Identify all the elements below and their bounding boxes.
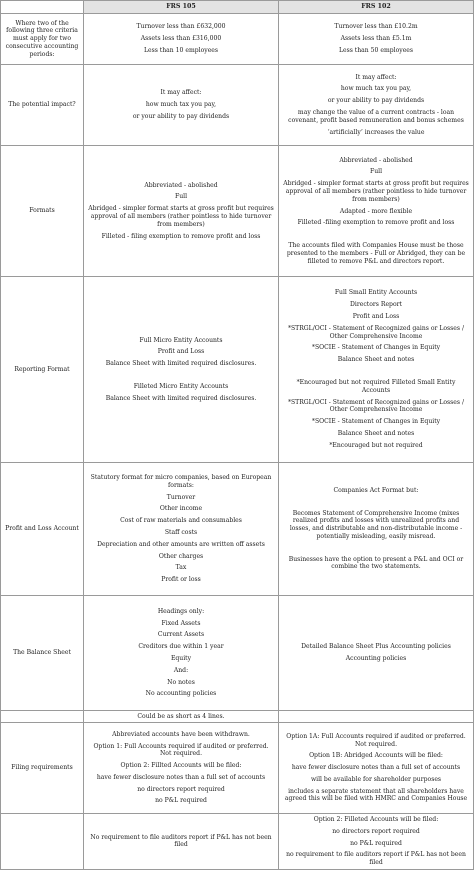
cell-line: Option 2: Filleted Accounts will be filed:	[313, 816, 439, 823]
cell-line: Headings only:	[157, 607, 205, 615]
cell-line: Staff costs	[164, 529, 198, 536]
frs105-cell	[84, 596, 279, 711]
row-label: Formats	[1, 146, 84, 277]
table-row	[1, 277, 474, 463]
cell-line: *SOCIE - Statement of Changes in Equity	[311, 418, 441, 426]
frs102-cell	[279, 146, 474, 277]
spacer	[282, 499, 470, 506]
cell-line: Current Assets	[157, 631, 205, 639]
frs102-cell	[279, 14, 474, 65]
cell-line: Companies Act Format but:	[333, 486, 419, 494]
cell-line: no directors report required	[332, 827, 420, 835]
cell-line: no P&L required	[350, 839, 402, 847]
frs102-cell	[279, 463, 474, 596]
frs102-cell	[279, 277, 474, 463]
cell-line: how much tax you pay,	[145, 101, 217, 109]
cell-line: Balance Sheet with limited required disclosures.	[105, 360, 257, 368]
cell-line: No accounting policies	[145, 690, 217, 698]
spacer	[87, 372, 275, 379]
cell-line: It may affect:	[355, 73, 397, 81]
cell-line: no P&L required	[155, 797, 207, 805]
cell-line: Turnover less than £632,000	[136, 23, 226, 31]
cell-line: or your ability to pay dividends	[132, 112, 230, 120]
cell-line: may change the value of a current contracts - loan covenant, profit based remuneration and bonus schemes	[288, 109, 464, 124]
cell-line: Businesses have the option to present a P&L and OCI or combine the two statements.	[288, 555, 464, 571]
cell-line: Abbreviated - abolished	[339, 156, 413, 164]
row-label: Reporting Format	[1, 277, 84, 463]
cell-line: Cost of raw materials and consumables	[120, 517, 242, 525]
table-row	[1, 814, 474, 870]
cell-line: have fewer disclosure notes than a full set of accounts	[96, 773, 266, 781]
cell-line: Assets less than £316,000	[140, 35, 222, 43]
cell-line: *STRGL/OCI - Statement of Recognized gains or Losses / Other Comprehensive Income	[287, 398, 465, 414]
frs102-cell-empty	[279, 711, 474, 723]
header-row	[1, 1, 474, 14]
cell-line: Statutory format for micro companies, based on European formats:	[90, 474, 272, 489]
cell-line: Detailed Balance Sheet Plus Accounting policies	[301, 643, 451, 651]
cell-line: Abridged - simpler format starts at gross profit but requires approval of all members (rather pointless to hide turnover from members)	[283, 180, 469, 203]
cell-line: *Encouraged but not required	[329, 441, 423, 449]
frs105-cell	[84, 14, 279, 65]
cell-line: No requirement to file auditors report if P&L has not been filed	[90, 833, 272, 849]
frs105-cell	[84, 65, 279, 146]
cell-line: Balance Sheet and notes	[337, 356, 415, 364]
cell-line: Abbreviated - abolished	[144, 181, 218, 189]
frs102-cell	[279, 596, 474, 711]
table-row	[1, 14, 474, 65]
cell-line: Directors Report	[350, 301, 402, 309]
cell-line: Creditors due within 1 year	[138, 643, 224, 651]
cell-line: Profit and Loss	[157, 348, 205, 356]
cell-line: Full Small Entity Accounts	[334, 289, 418, 297]
frs105-cell	[84, 723, 279, 814]
cell-line: The accounts filed with Companies House must be those presented to the members - Full or Abridged, they can be filleted to remove P&L and directors report.	[286, 242, 466, 265]
table-row	[1, 463, 474, 596]
cell-line: ‘artificially’ increases the value	[327, 128, 425, 136]
cell-line: Fixed Assets	[161, 619, 201, 627]
cell-line: Depreciation and other amounts are written off assets	[97, 540, 265, 548]
cell-line: Other income	[159, 505, 203, 513]
row-label-empty	[1, 711, 84, 723]
row-label: The Balance Sheet	[1, 596, 84, 711]
cell-line: Option 2: Fillted Accounts will be filed:	[120, 762, 242, 770]
cell-line: Filleted - filing exemption to remove profit and loss	[101, 232, 261, 240]
cell-line: Filleted -filing exemption to remove profit and loss	[297, 219, 455, 227]
cell-line: Option 1: Full Accounts required if audited or preferred. Not required.	[93, 742, 269, 758]
spacer	[282, 545, 470, 552]
cell-line: *SOCIE - Statement of Changes in Equity	[311, 344, 441, 352]
cell-line: Other charges	[158, 552, 204, 560]
cell-line: Turnover	[166, 493, 196, 501]
cell-line: Filleted Micro Entity Accounts	[133, 382, 229, 390]
cell-line: *STRGL/OCI - Statement of Recognized gains or Losses / Other Comprehensive Income	[287, 324, 465, 340]
cell-line: Profit and Loss	[352, 313, 400, 321]
table-row	[1, 146, 474, 277]
cell-line: No notes	[167, 678, 195, 686]
cell-line: Full	[174, 193, 188, 201]
cell-line: no directors report required	[137, 785, 225, 793]
cell-line: no requirement to file auditors report if P&L has not been filed	[286, 851, 466, 867]
frs105-cell	[84, 814, 279, 870]
row-label: Where two of the following three criteria must apply for two consecutive accounting periods:	[1, 14, 84, 65]
cell-line: have fewer disclosure notes than a full set of accounts	[291, 764, 461, 772]
spacer	[282, 231, 470, 238]
frs105-cell: Could be as short as 4 lines.	[84, 711, 279, 723]
cell-line: includes a separate statement that all shareholders have agreed this will be filed with HMRC and Companies House	[284, 787, 468, 803]
cell-line: or your ability to pay dividends	[327, 97, 425, 105]
cell-line: how much tax you pay,	[340, 85, 412, 93]
cell-line: Accounting policies	[345, 655, 407, 662]
row-label-empty	[1, 814, 84, 870]
frs105-cell	[84, 146, 279, 277]
table-row	[1, 65, 474, 146]
cell-line: Abbreviated accounts have been withdrawn.	[112, 730, 250, 738]
cell-line: Turnover less than £10.2m	[334, 23, 418, 31]
header-corner	[1, 1, 84, 14]
header-frs102: FRS 102	[279, 1, 474, 14]
cell-line: Full Micro Entity Accounts	[139, 336, 223, 344]
cell-line: Abridged - simpler format starts at gross profit but requires approval of all members (rather pointless to hide turnover from members)	[88, 205, 274, 228]
cell-line: Full	[369, 168, 383, 176]
cell-line: will be available for shareholder purposes	[310, 775, 442, 783]
cell-line: Tax	[175, 564, 187, 572]
cell-line: Balance Sheet with limited required disclosures.	[105, 394, 257, 402]
table-row	[1, 723, 474, 814]
frs102-cell	[279, 723, 474, 814]
cell-line: Equity	[170, 655, 192, 662]
cell-line: Becomes Statement of Comprehensive Income (mixes realized profits and losses with unrealized profits and losses, and distributable and non-distributable income - potentially misleading, easily misread.	[289, 509, 463, 540]
cell-line: Assets less than £5.1m	[340, 35, 412, 43]
cell-line: Option 1B: Abridged Accounts will be filed:	[309, 752, 443, 760]
cell-line: Profit or loss	[161, 576, 201, 584]
cell-line: Option 1A: Full Accounts required if audited or preferred. Not required.	[286, 732, 466, 748]
frs102-cell	[279, 65, 474, 146]
table-row	[1, 596, 474, 711]
cell-line: And:	[173, 666, 189, 674]
cell-line: Adapted - more flexible	[339, 207, 413, 215]
header-frs105: FRS 105	[84, 1, 279, 14]
row-label: Profit and Loss Account	[1, 463, 84, 596]
table-row	[1, 711, 474, 723]
cell-line: Less than 50 employees	[338, 46, 414, 54]
frs105-cell	[84, 277, 279, 463]
frs105-cell	[84, 463, 279, 596]
cell-line: It may affect:	[160, 89, 202, 97]
cell-line: Less than 10 employees	[143, 46, 219, 54]
row-label: The potential impact?	[1, 65, 84, 146]
frs102-cell	[279, 814, 474, 870]
cell-line: Balance Sheet and notes	[337, 429, 415, 437]
spacer	[282, 368, 470, 375]
cell-line: *Encouraged but not required Filleted Small Entity Accounts	[296, 379, 456, 394]
row-label: Filing requirements	[1, 723, 84, 814]
